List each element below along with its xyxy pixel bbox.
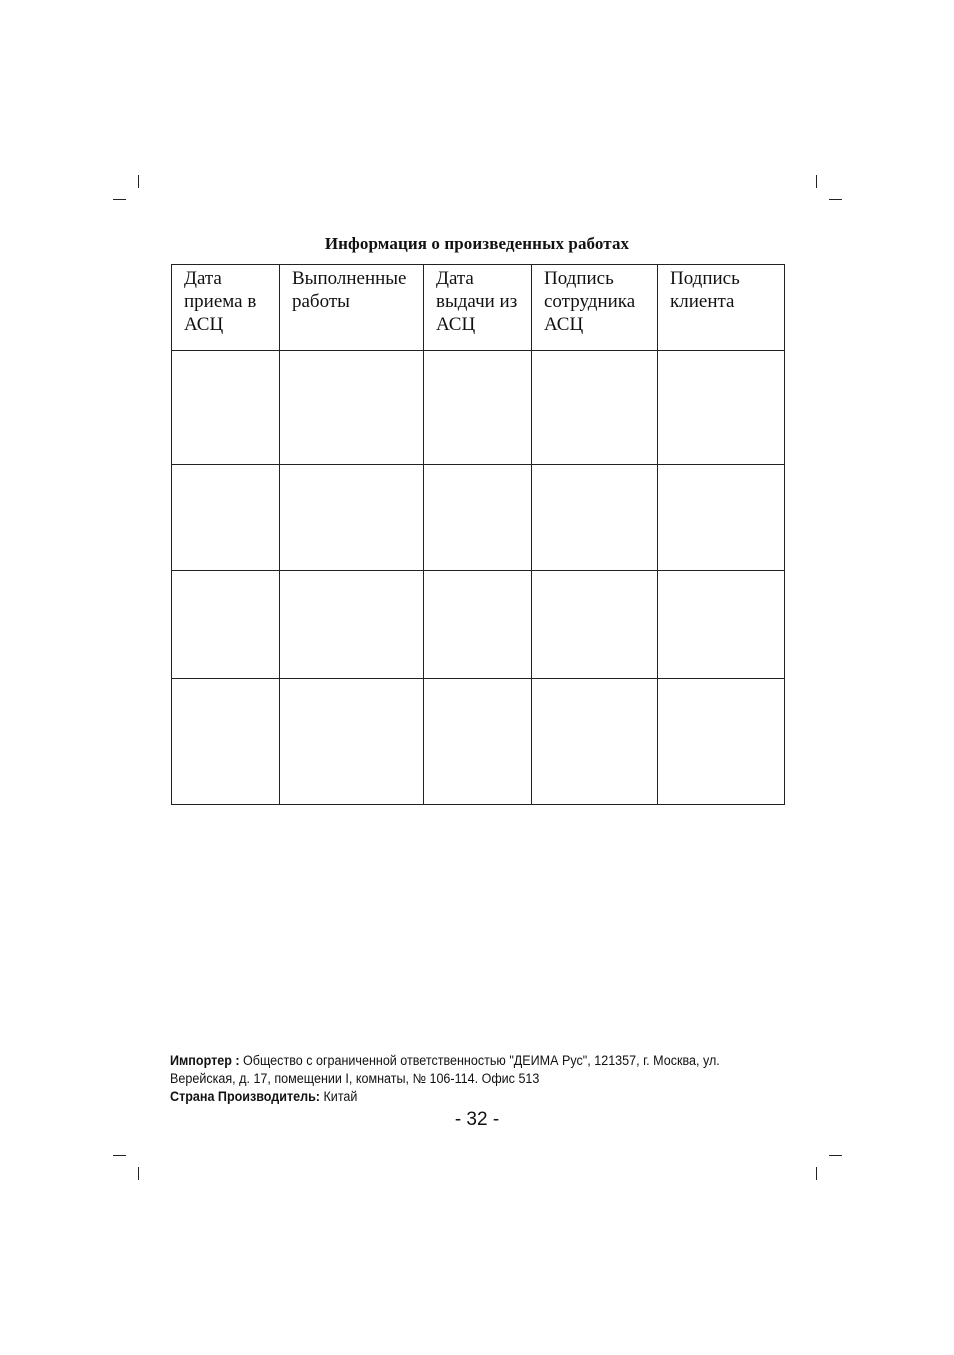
crop-mark <box>138 1167 139 1180</box>
table-cell[interactable] <box>280 465 424 571</box>
table-cell[interactable] <box>172 571 280 679</box>
table-cell[interactable] <box>280 679 424 805</box>
table-cell[interactable] <box>658 351 785 465</box>
table-cell[interactable] <box>172 351 280 465</box>
table-header-row <box>172 265 785 351</box>
country-value: Китай <box>320 1089 358 1104</box>
importer-text: Общество с ограниченной ответственностью "ДЕИМА Рус", 121357, г. Москва, ул. <box>239 1053 720 1068</box>
crop-mark <box>113 1155 126 1156</box>
table-cell[interactable] <box>172 679 280 805</box>
table-cell[interactable] <box>424 571 532 679</box>
table-cell[interactable] <box>658 679 785 805</box>
table-cell[interactable] <box>532 679 658 805</box>
country-line <box>170 1088 747 1106</box>
header-works-done: Выполненные работы <box>280 265 424 351</box>
table-row <box>172 351 785 465</box>
table-row <box>172 679 785 805</box>
header-client-signature: Подпись клиента <box>658 265 785 351</box>
table-row <box>172 465 785 571</box>
table-cell[interactable] <box>424 351 532 465</box>
page-number: - 32 - <box>454 1109 500 1130</box>
crop-mark <box>113 199 126 200</box>
importer-info <box>170 1052 747 1106</box>
table-cell[interactable] <box>280 351 424 465</box>
importer-label: Импортер : <box>170 1053 240 1068</box>
crop-mark <box>829 1155 842 1156</box>
header-issue-date: Дата выдачи из АСЦ <box>424 265 532 351</box>
table-cell[interactable] <box>172 465 280 571</box>
header-employee-signature: Подпись сотрудника АСЦ <box>532 265 658 351</box>
table-cell[interactable] <box>532 465 658 571</box>
table-row <box>172 571 785 679</box>
works-table <box>171 264 785 805</box>
crop-mark <box>829 199 842 200</box>
table-cell[interactable] <box>532 571 658 679</box>
page-title: Информация о произведенных работах <box>324 234 630 253</box>
country-label: Страна Производитель: <box>170 1089 321 1104</box>
importer-address: Верейская, д. 17, помещении I, комнаты, № 106-114. Офис 513 <box>170 1071 540 1086</box>
table-cell[interactable] <box>658 571 785 679</box>
header-receipt-date: Дата приема в АСЦ <box>172 265 280 351</box>
table-cell[interactable] <box>424 465 532 571</box>
crop-mark <box>816 1167 817 1180</box>
crop-mark <box>138 175 139 188</box>
table-cell[interactable] <box>424 679 532 805</box>
table-cell[interactable] <box>532 351 658 465</box>
crop-mark <box>816 175 817 188</box>
importer-line <box>170 1052 747 1070</box>
table-cell[interactable] <box>280 571 424 679</box>
table-cell[interactable] <box>658 465 785 571</box>
